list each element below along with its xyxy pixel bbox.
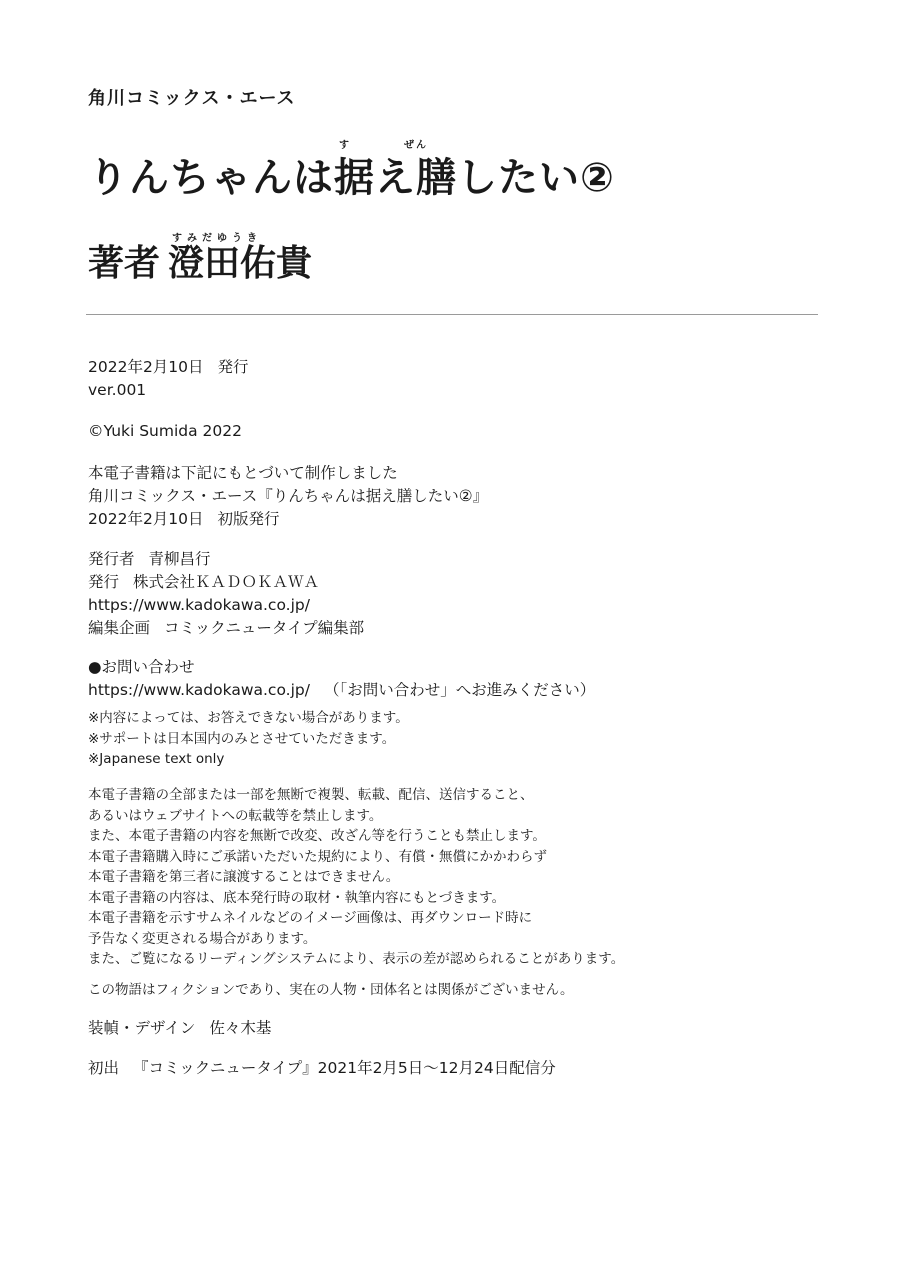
contact-block [88, 656, 595, 702]
version: ver.001 [88, 381, 147, 399]
publisher-name: 青柳昌行 [148, 550, 211, 568]
source-line-1: 本電子書籍は下記にもとづいて制作しました [88, 464, 398, 482]
issuer-row [88, 571, 364, 594]
terms-line: 本電子書籍を第三者に譲渡することはできません。 [88, 869, 400, 885]
terms-line: 本電子書籍の内容は、底本発行時の取材・執筆内容にもとづきます。 [88, 889, 506, 906]
design-credit [88, 1017, 271, 1040]
contact-notes [88, 708, 409, 770]
design-name: 佐々木基 [209, 1019, 272, 1037]
terms-line: 本電子書籍を示すサムネイルなどのイメージ画像は、再ダウンロード時に [88, 910, 533, 926]
first-appearance-text: 『コミックニュータイプ』2021年2月5日～12月24日配信分 [133, 1059, 556, 1077]
contact-url: https://www.kadokawa.co.jp/ [88, 681, 310, 699]
terms-line: 本電子書籍の全部または一部を無断で複製、転載、配信、送信すること、 [88, 787, 534, 803]
first-appearance-label: 初出 [88, 1059, 120, 1077]
editing-name: コミックニュータイプ編集部 [164, 619, 365, 637]
book-title: りんちゃんは据え膳したい② [88, 155, 615, 201]
publisher-url: https://www.kadokawa.co.jp/ [88, 596, 310, 614]
imprint-label: 角川コミックス・エース [88, 88, 296, 109]
source-status: 初版発行 [217, 510, 280, 528]
publisher-row [88, 548, 364, 571]
fiction-note: この物語はフィクションであり、実在の人物・団体名とは関係がございません。 [88, 982, 574, 998]
copyright: ©Yuki Sumida 2022 [88, 422, 243, 440]
editing-label: 編集企画 [88, 619, 151, 637]
terms-line: あるいはウェブサイトへの転載等を禁止します。 [88, 807, 383, 824]
source-line-3 [88, 508, 488, 531]
terms-line: また、本電子書籍の内容を無断で改変、改ざん等を行うことも禁止します。 [88, 828, 546, 844]
issue-block [88, 356, 249, 402]
first-appearance [88, 1057, 556, 1080]
contact-note: ※Japanese text only [88, 751, 225, 767]
issuer-name: 株式会社ＫＡＤＯＫＡＷＡ [133, 573, 320, 591]
author-label: 著者 [88, 243, 161, 284]
terms-line: 予告なく変更される場合があります。 [88, 930, 317, 947]
author-name: 澄田佑貴 [168, 243, 313, 284]
issue-status: 発行 [217, 358, 249, 376]
contact-url-note: （「お問い合わせ」へお進みください） [323, 681, 596, 699]
terms-block [88, 785, 624, 970]
source-line-2: 角川コミックス・エース『りんちゃんは据え膳したい②』 [88, 487, 489, 505]
contact-note: ※内容によっては、お答えできない場合があります。 [88, 710, 409, 726]
divider [86, 314, 818, 315]
terms-line: また、ご覧になるリーディングシステムにより、表示の差が認められることがあります。 [88, 951, 625, 967]
title-ruby-su: す [339, 140, 351, 151]
publisher-block [88, 548, 364, 640]
author-ruby: すみだゆうき [172, 233, 262, 244]
title-ruby-zen: ぜん [404, 140, 428, 151]
issue-date-row [88, 356, 249, 379]
editing-row [88, 617, 364, 640]
contact-heading: ●お問い合わせ [88, 658, 195, 676]
contact-note: ※サポートは日本国内のみとさせていただきます。 [88, 730, 396, 747]
source-date: 2022年2月10日 [88, 510, 204, 528]
design-label: 装幀・デザイン [88, 1019, 196, 1037]
source-block [88, 462, 488, 531]
issue-date: 2022年2月10日 [88, 358, 204, 376]
publisher-label: 発行者 [88, 550, 135, 568]
terms-line: 本電子書籍購入時にご承諾いただいた規約により、有償・無償にかかわらず [88, 848, 547, 865]
issuer-label: 発行 [88, 573, 120, 591]
contact-url-row [88, 679, 595, 702]
